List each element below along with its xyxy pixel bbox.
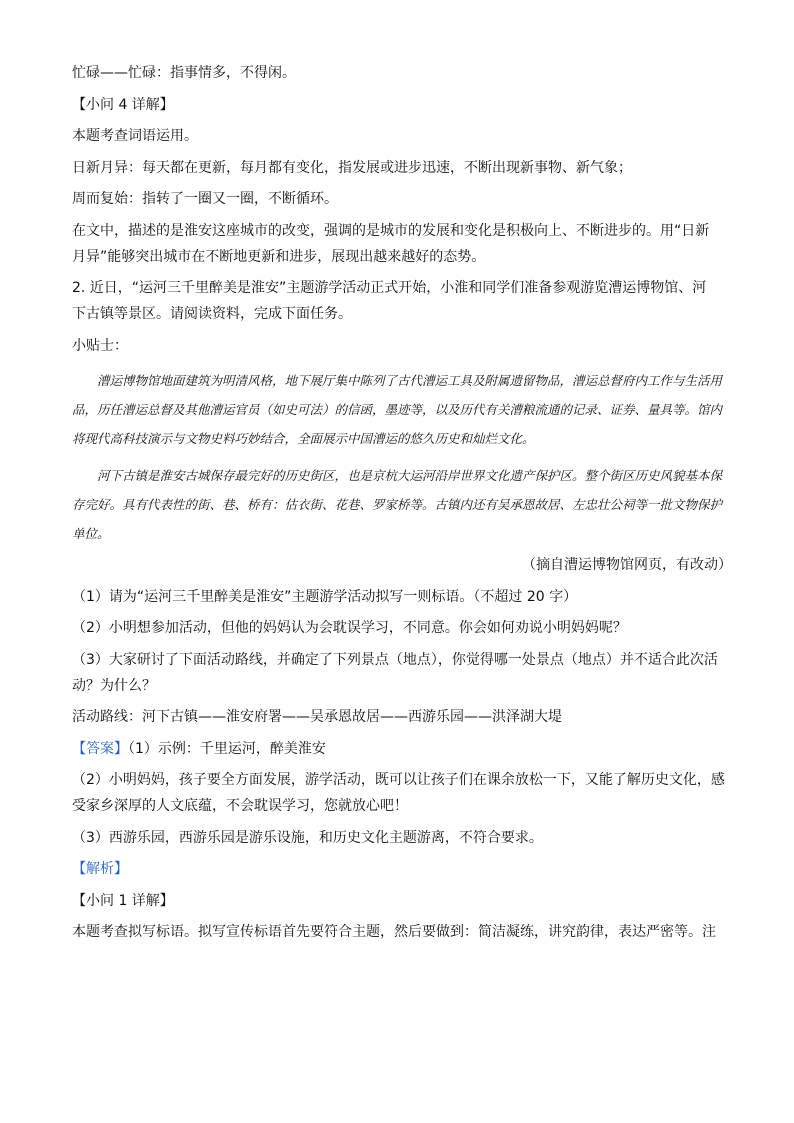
passage-paragraph: 河下古镇是淮安古城保存最完好的历史街区，也是京杭大运河沿岸世界文化遗产保护区。整个街区历史风貌基本保存完好。具有代表性的街、巷、桥有：估衣街、花巷、罗家桥等。古镇内还有吴承恩故居、左忠壮公祠等一批文物保护单位。	[72, 468, 723, 541]
reading-passage	[72, 366, 732, 548]
sub-question-3-cont: 动？为什么？	[72, 677, 156, 694]
analysis-tag: 【解析】	[72, 861, 128, 877]
text-line: 忙碌——忙碌：指事情多，不得闲。	[72, 65, 296, 81]
answer-1: （1）示例：千里运河，醉美淮安	[128, 740, 326, 757]
text-line: 本题考查拟写标语。拟写宣传标语首先要符合主题，然后要做到：简洁凝练，讲究韵律，表达严密等。注	[72, 924, 716, 940]
passage-paragraph: 漕运博物馆地面建筑为明清风格，地下展厅集中陈列了古代漕运工具及附属遗留物品，漕运总督府内工作与生活用品，历任漕运总督及其他漕运官员（如史可法）的信函，墨迹等，以及历代有关漕粮流通的记录、证券、量具等。馆内将现代高科技演示与文物史料巧妙结合，全面展示中国漕运的悠久历史和灿烂文化。	[72, 373, 723, 446]
answer-2: （2）小明妈妈，孩子要全方面发展，游学活动，既可以让孩子们在课余放松一下，又能了解历史文化，感	[72, 772, 725, 788]
answer-line-1	[72, 738, 732, 760]
sub-question-2: （2）小明想参加活动，但他的妈妈认为会耽误学习，不同意。你会如何劝说小明妈妈呢？	[72, 620, 627, 636]
subquestion-heading: 【小问 1 详解】	[72, 892, 174, 909]
answer-2-cont: 受家乡深厚的人文底蕴，不会耽误学习，您就放心吧！	[72, 798, 408, 814]
text-line: 在文中，描述的是淮安这座城市的改变，强调的是城市的发展和变化是积极向上、不断进步的。用“日新	[72, 222, 710, 239]
text-line: 月异”能够突出城市在不断地更新和进步，展现出越来越好的态势。	[72, 248, 486, 265]
tips-label: 小贴士：	[72, 337, 128, 354]
document-page	[72, 62, 732, 953]
sub-question-3: （3）大家研讨了下面活动路线，并确定了下列景点（地点），你觉得哪一处景点（地点）并不适合此次活	[72, 651, 718, 668]
sub-question-1: （1）请为“运河三千里醉美是淮安”主题游学活动拟写一则标语。（不超过 20 字）	[72, 588, 578, 605]
question-2-cont: 下古镇等景区。请阅读资料，完成下面任务。	[72, 306, 352, 322]
source-note: （摘自漕运博物馆网页，有改动）	[522, 557, 732, 573]
answer-3: （3）西游乐园，西游乐园是游乐设施，和历史文化主题游离，不符合要求。	[72, 829, 543, 846]
question-2: 2. 近日，“运河三千里醉美是淮安”主题游学活动正式开始，小淮和同学们准备参观游览漕运博物馆、河	[72, 280, 707, 296]
text-line: 周而复始：指转了一圈又一圈，不断循环。	[72, 191, 338, 207]
answer-tag: 【答案】	[72, 740, 128, 757]
subquestion-heading: 【小问 4 详解】	[72, 96, 174, 113]
activity-route: 活动路线：河下古镇——淮安府署——吴承恩故居——西游乐园——洪泽湖大堤	[72, 709, 562, 725]
text-line: 本题考查词语运用。	[72, 128, 198, 144]
text-line: 日新月异：每天都在更新，每月都有变化，指发展或进步迅速，不断出现新事物、新气象；	[72, 159, 632, 176]
